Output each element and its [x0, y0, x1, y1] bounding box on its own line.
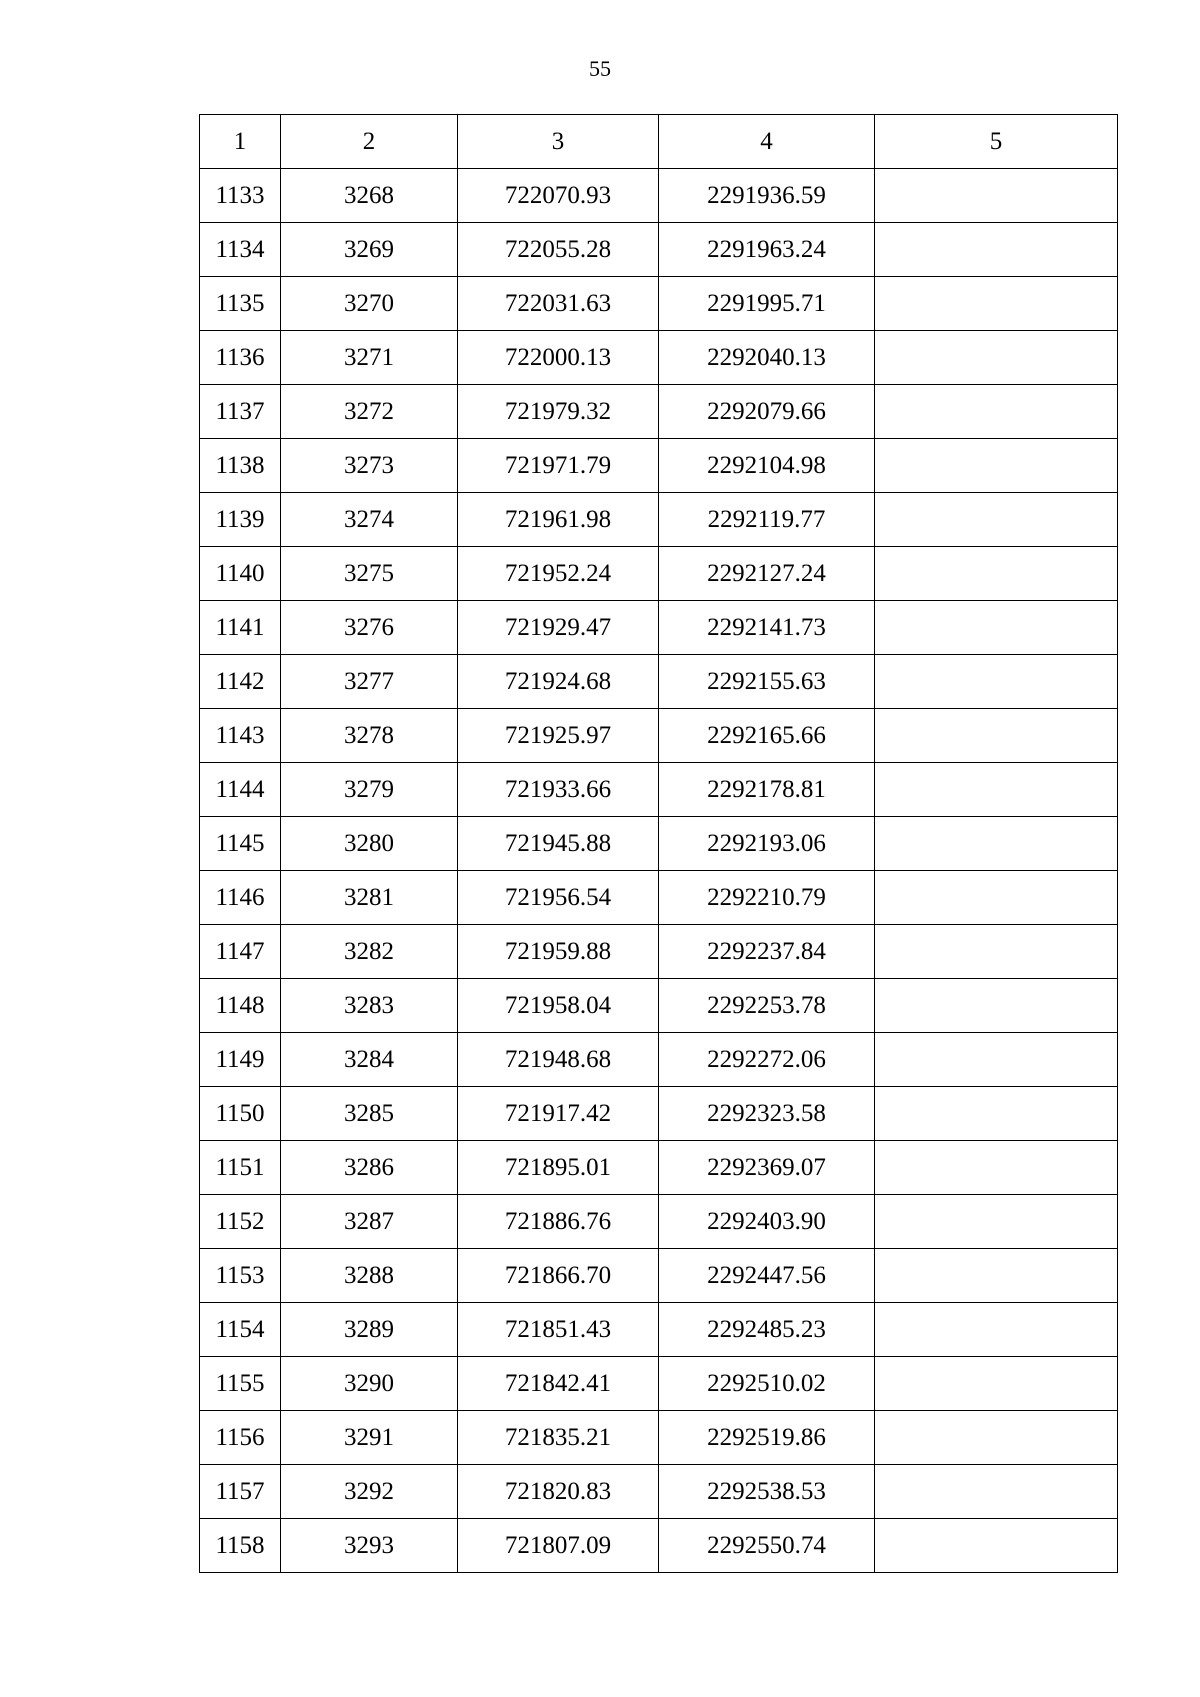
point-number-cell: 3282	[281, 925, 458, 979]
row-number-cell: 1144	[200, 763, 281, 817]
table-row	[200, 223, 1118, 277]
y-coordinate-cell: 2292323.58	[659, 1087, 875, 1141]
y-coordinate-cell: 2292447.56	[659, 1249, 875, 1303]
x-coordinate-cell: 721958.04	[458, 979, 659, 1033]
row-number-cell: 1151	[200, 1141, 281, 1195]
note-cell	[875, 169, 1118, 223]
point-number-cell: 3273	[281, 439, 458, 493]
point-number-cell: 3271	[281, 331, 458, 385]
table-row	[200, 709, 1118, 763]
y-coordinate-cell: 2292485.23	[659, 1303, 875, 1357]
x-coordinate-cell: 721807.09	[458, 1519, 659, 1573]
note-cell	[875, 709, 1118, 763]
note-cell	[875, 655, 1118, 709]
table-row	[200, 979, 1118, 1033]
row-number-cell: 1133	[200, 169, 281, 223]
page-number: 55	[589, 56, 611, 81]
x-coordinate-cell: 721886.76	[458, 1195, 659, 1249]
x-coordinate-cell: 722070.93	[458, 169, 659, 223]
x-coordinate-cell: 721952.24	[458, 547, 659, 601]
row-number-cell: 1140	[200, 547, 281, 601]
y-coordinate-cell: 2292510.02	[659, 1357, 875, 1411]
table-row	[200, 871, 1118, 925]
x-coordinate-cell: 722055.28	[458, 223, 659, 277]
table-row	[200, 547, 1118, 601]
point-number-cell: 3272	[281, 385, 458, 439]
y-coordinate-cell: 2292538.53	[659, 1465, 875, 1519]
y-coordinate-cell: 2291995.71	[659, 277, 875, 331]
row-number-cell: 1138	[200, 439, 281, 493]
table-row	[200, 925, 1118, 979]
point-number-cell: 3289	[281, 1303, 458, 1357]
x-coordinate-cell: 721948.68	[458, 1033, 659, 1087]
note-cell	[875, 493, 1118, 547]
note-cell	[875, 1249, 1118, 1303]
point-number-cell: 3275	[281, 547, 458, 601]
x-coordinate-cell: 721835.21	[458, 1411, 659, 1465]
point-number-cell: 3287	[281, 1195, 458, 1249]
x-coordinate-cell: 721866.70	[458, 1249, 659, 1303]
note-cell	[875, 277, 1118, 331]
y-coordinate-cell: 2291936.59	[659, 169, 875, 223]
x-coordinate-cell: 721917.42	[458, 1087, 659, 1141]
x-coordinate-cell: 721929.47	[458, 601, 659, 655]
y-coordinate-cell: 2292550.74	[659, 1519, 875, 1573]
table-row	[200, 1033, 1118, 1087]
row-number-cell: 1152	[200, 1195, 281, 1249]
table-row	[200, 655, 1118, 709]
point-number-cell: 3280	[281, 817, 458, 871]
x-coordinate-cell: 721961.98	[458, 493, 659, 547]
y-coordinate-cell: 2292178.81	[659, 763, 875, 817]
row-number-cell: 1148	[200, 979, 281, 1033]
x-coordinate-cell: 721933.66	[458, 763, 659, 817]
point-number-cell: 3278	[281, 709, 458, 763]
row-number-cell: 1135	[200, 277, 281, 331]
y-coordinate-cell: 2292519.86	[659, 1411, 875, 1465]
row-number-cell: 1150	[200, 1087, 281, 1141]
header-cell-3: 3	[458, 115, 659, 169]
note-cell	[875, 385, 1118, 439]
y-coordinate-cell: 2292237.84	[659, 925, 875, 979]
note-cell	[875, 1519, 1118, 1573]
table-row	[200, 1357, 1118, 1411]
header-cell-1: 1	[200, 115, 281, 169]
y-coordinate-cell: 2292253.78	[659, 979, 875, 1033]
note-cell	[875, 871, 1118, 925]
note-cell	[875, 1303, 1118, 1357]
x-coordinate-cell: 721924.68	[458, 655, 659, 709]
y-coordinate-cell: 2292104.98	[659, 439, 875, 493]
row-number-cell: 1154	[200, 1303, 281, 1357]
note-cell	[875, 547, 1118, 601]
row-number-cell: 1155	[200, 1357, 281, 1411]
row-number-cell: 1156	[200, 1411, 281, 1465]
x-coordinate-cell: 721971.79	[458, 439, 659, 493]
x-coordinate-cell: 722031.63	[458, 277, 659, 331]
header-cell-4: 4	[659, 115, 875, 169]
x-coordinate-cell: 721956.54	[458, 871, 659, 925]
point-number-cell: 3269	[281, 223, 458, 277]
row-number-cell: 1153	[200, 1249, 281, 1303]
table-row	[200, 493, 1118, 547]
header-cell-5: 5	[875, 115, 1118, 169]
table-row	[200, 1465, 1118, 1519]
table-row	[200, 169, 1118, 223]
x-coordinate-cell: 721851.43	[458, 1303, 659, 1357]
note-cell	[875, 1033, 1118, 1087]
x-coordinate-cell: 722000.13	[458, 331, 659, 385]
y-coordinate-cell: 2292210.79	[659, 871, 875, 925]
note-cell	[875, 925, 1118, 979]
row-number-cell: 1141	[200, 601, 281, 655]
note-cell	[875, 817, 1118, 871]
note-cell	[875, 601, 1118, 655]
table-row	[200, 1087, 1118, 1141]
table-row	[200, 1195, 1118, 1249]
point-number-cell: 3268	[281, 169, 458, 223]
table-row	[200, 1411, 1118, 1465]
y-coordinate-cell: 2292155.63	[659, 655, 875, 709]
point-number-cell: 3293	[281, 1519, 458, 1573]
row-number-cell: 1145	[200, 817, 281, 871]
note-cell	[875, 223, 1118, 277]
point-number-cell: 3277	[281, 655, 458, 709]
row-number-cell: 1136	[200, 331, 281, 385]
table-row	[200, 439, 1118, 493]
point-number-cell: 3270	[281, 277, 458, 331]
table-row	[200, 1519, 1118, 1573]
row-number-cell: 1149	[200, 1033, 281, 1087]
point-number-cell: 3284	[281, 1033, 458, 1087]
y-coordinate-cell: 2292141.73	[659, 601, 875, 655]
row-number-cell: 1134	[200, 223, 281, 277]
note-cell	[875, 1411, 1118, 1465]
y-coordinate-cell: 2292127.24	[659, 547, 875, 601]
table-row	[200, 385, 1118, 439]
table-row	[200, 1141, 1118, 1195]
row-number-cell: 1142	[200, 655, 281, 709]
y-coordinate-cell: 2292119.77	[659, 493, 875, 547]
x-coordinate-cell: 721842.41	[458, 1357, 659, 1411]
point-number-cell: 3281	[281, 871, 458, 925]
x-coordinate-cell: 721945.88	[458, 817, 659, 871]
point-number-cell: 3279	[281, 763, 458, 817]
point-number-cell: 3291	[281, 1411, 458, 1465]
table-row	[200, 331, 1118, 385]
y-coordinate-cell: 2292369.07	[659, 1141, 875, 1195]
y-coordinate-cell: 2292193.06	[659, 817, 875, 871]
table-row	[200, 763, 1118, 817]
table-header-row	[200, 115, 1118, 169]
note-cell	[875, 1465, 1118, 1519]
x-coordinate-cell: 721895.01	[458, 1141, 659, 1195]
note-cell	[875, 1357, 1118, 1411]
note-cell	[875, 439, 1118, 493]
point-number-cell: 3283	[281, 979, 458, 1033]
y-coordinate-cell: 2292403.90	[659, 1195, 875, 1249]
y-coordinate-cell: 2292040.13	[659, 331, 875, 385]
point-number-cell: 3290	[281, 1357, 458, 1411]
row-number-cell: 1143	[200, 709, 281, 763]
note-cell	[875, 979, 1118, 1033]
point-number-cell: 3276	[281, 601, 458, 655]
table-body	[200, 115, 1118, 1573]
row-number-cell: 1157	[200, 1465, 281, 1519]
note-cell	[875, 331, 1118, 385]
table-row	[200, 817, 1118, 871]
point-number-cell: 3292	[281, 1465, 458, 1519]
x-coordinate-cell: 721959.88	[458, 925, 659, 979]
row-number-cell: 1146	[200, 871, 281, 925]
header-cell-2: 2	[281, 115, 458, 169]
table-row	[200, 1303, 1118, 1357]
table-row	[200, 277, 1118, 331]
note-cell	[875, 763, 1118, 817]
x-coordinate-cell: 721979.32	[458, 385, 659, 439]
row-number-cell: 1137	[200, 385, 281, 439]
y-coordinate-cell: 2292165.66	[659, 709, 875, 763]
note-cell	[875, 1087, 1118, 1141]
note-cell	[875, 1195, 1118, 1249]
y-coordinate-cell: 2291963.24	[659, 223, 875, 277]
x-coordinate-cell: 721925.97	[458, 709, 659, 763]
note-cell	[875, 1141, 1118, 1195]
point-number-cell: 3288	[281, 1249, 458, 1303]
y-coordinate-cell: 2292079.66	[659, 385, 875, 439]
row-number-cell: 1158	[200, 1519, 281, 1573]
coordinates-table	[199, 114, 1118, 1573]
point-number-cell: 3286	[281, 1141, 458, 1195]
x-coordinate-cell: 721820.83	[458, 1465, 659, 1519]
row-number-cell: 1139	[200, 493, 281, 547]
row-number-cell: 1147	[200, 925, 281, 979]
point-number-cell: 3274	[281, 493, 458, 547]
table-row	[200, 1249, 1118, 1303]
table-row	[200, 601, 1118, 655]
point-number-cell: 3285	[281, 1087, 458, 1141]
y-coordinate-cell: 2292272.06	[659, 1033, 875, 1087]
